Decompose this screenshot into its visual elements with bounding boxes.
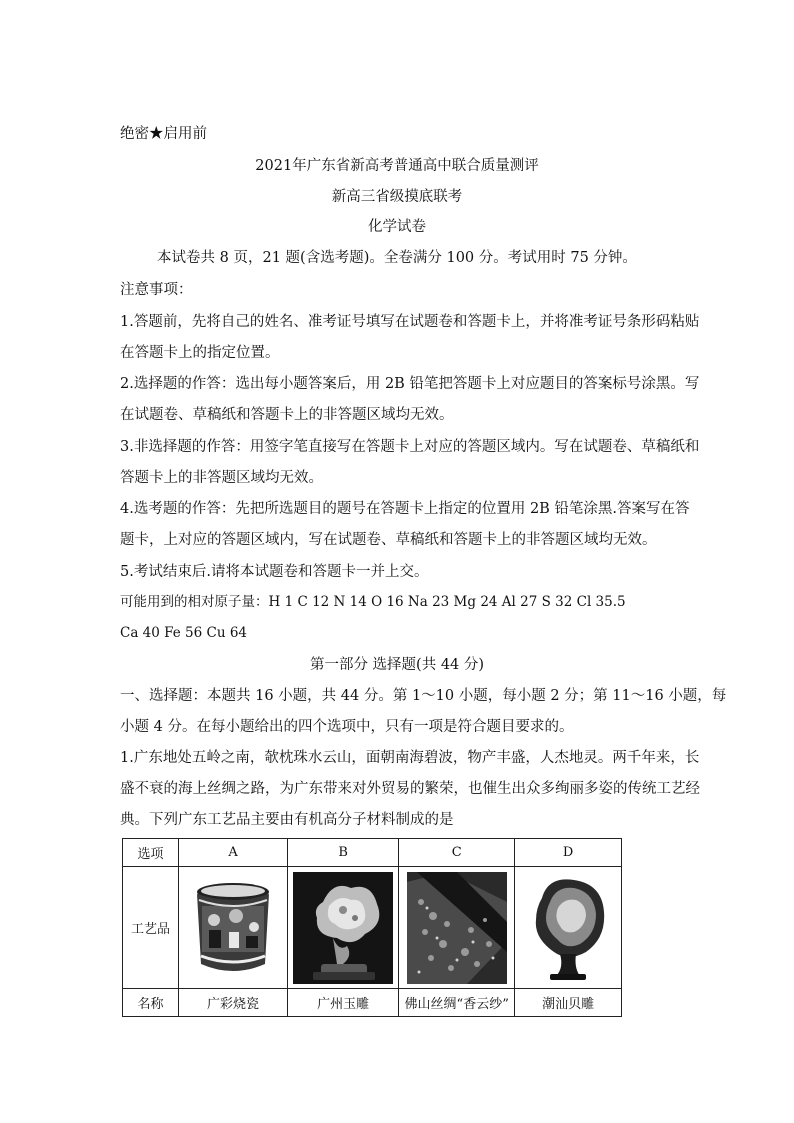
notes-line: 答题卡上的非答题区域均无效。 (120, 470, 323, 486)
option-label: A (179, 839, 288, 867)
atomic-masses-cont: Ca 40 Fe 56 Cu 64 (120, 625, 248, 641)
table-row (123, 839, 622, 867)
notes-line: 4.选考题的作答：先把所选题目的题号在答题卡上指定的位置用 2B 铅笔涂黑.答案写在答 (120, 501, 690, 517)
notes-line: 2.选择题的作答：选出每小题答案后，用 2B 铅笔把答题卡上对应题目的答案标号涂黑。写 (120, 376, 700, 392)
exam-subtitle: 新高三省级摸底联考 (331, 189, 463, 205)
row-header: 工艺品 (123, 867, 179, 989)
part1-intro: 小题 4 分。在每小题给出的四个选项中，只有一项是符合题目要求的。 (120, 719, 574, 735)
notes-line: 在试题卷、草稿纸和答题卡上的非答题区域均无效。 (120, 407, 454, 423)
option-image-cell (288, 867, 399, 989)
option-name: 潮汕贝雕 (515, 989, 622, 1017)
option-image-cell (399, 867, 515, 989)
options-table (122, 838, 622, 1017)
exam-info: 本试卷共 8 页，21 题(含选考题)。全卷满分 100 分。考试用时 75 分钟。 (157, 250, 637, 266)
jade-carving-icon (293, 872, 393, 984)
row-header: 选项 (123, 839, 179, 867)
exam-title: 2021年广东省新高考普通高中联合质量测评 (255, 158, 539, 174)
notes-line: 题卡，上对应的答题区域内，写在试题卷、草稿纸和答题卡上的非答题区域均无效。 (120, 532, 657, 548)
option-image-cell (179, 867, 288, 989)
question1-text: 盛不衰的海上丝绸之路，为广东带来对外贸易的繁荣，也催生出众多绚丽多姿的传统工艺经 (120, 781, 700, 797)
notes-heading: 注意事项： (120, 282, 193, 298)
option-name: 广彩烧瓷 (179, 989, 288, 1017)
notes-line: 在答题卡上的指定位置。 (120, 345, 280, 361)
table-row (123, 989, 622, 1017)
option-name: 佛山丝绸“香云纱” (399, 989, 515, 1017)
notes-line: 3.非选择题的作答：用签字笔直接写在答题卡上对应的答题区域内。写在试题卷、草稿纸和 (120, 439, 700, 455)
notes-line: 1.答题前，先将自己的姓名、准考证号填写在试题卷和答题卡上，并将准考证号条形码粘贴 (120, 314, 700, 330)
question1-text: 典。下列广东工艺品主要由有机高分子材料制成的是 (120, 812, 454, 828)
option-image-cell (515, 867, 622, 989)
part1-title: 第一部分 选择题(共 44 分) (309, 657, 485, 673)
shell-carving-icon (520, 872, 616, 984)
question1-text: 1.广东地处五岭之南，欹枕珠水云山，面朝南海碧波，物产丰盛，人杰地灵。两千年来，长 (120, 750, 700, 766)
subject-title: 化学试卷 (368, 219, 426, 235)
notes-line: 5.考试结束后.请将本试题卷和答题卡一并上交。 (120, 564, 429, 580)
option-name: 广州玉雕 (288, 989, 399, 1017)
option-label: B (288, 839, 399, 867)
atomic-masses: 可能用到的相对原子量：H 1 C 12 N 14 O 16 Na 23 Mg 24 Al 27 S 32 Cl 35.5 (120, 594, 626, 610)
porcelain-vase-icon (184, 872, 282, 984)
part1-intro: 一、选择题：本题共 16 小题，共 44 分。第 1～10 小题，每小题 2 分；第 11～16 小题，每 (120, 688, 727, 704)
row-header: 名称 (123, 989, 179, 1017)
option-label: C (399, 839, 515, 867)
confidential-mark: 绝密★启用前 (120, 126, 207, 142)
silk-fabric-icon (407, 872, 507, 984)
option-label: D (515, 839, 622, 867)
table-row (123, 867, 622, 989)
